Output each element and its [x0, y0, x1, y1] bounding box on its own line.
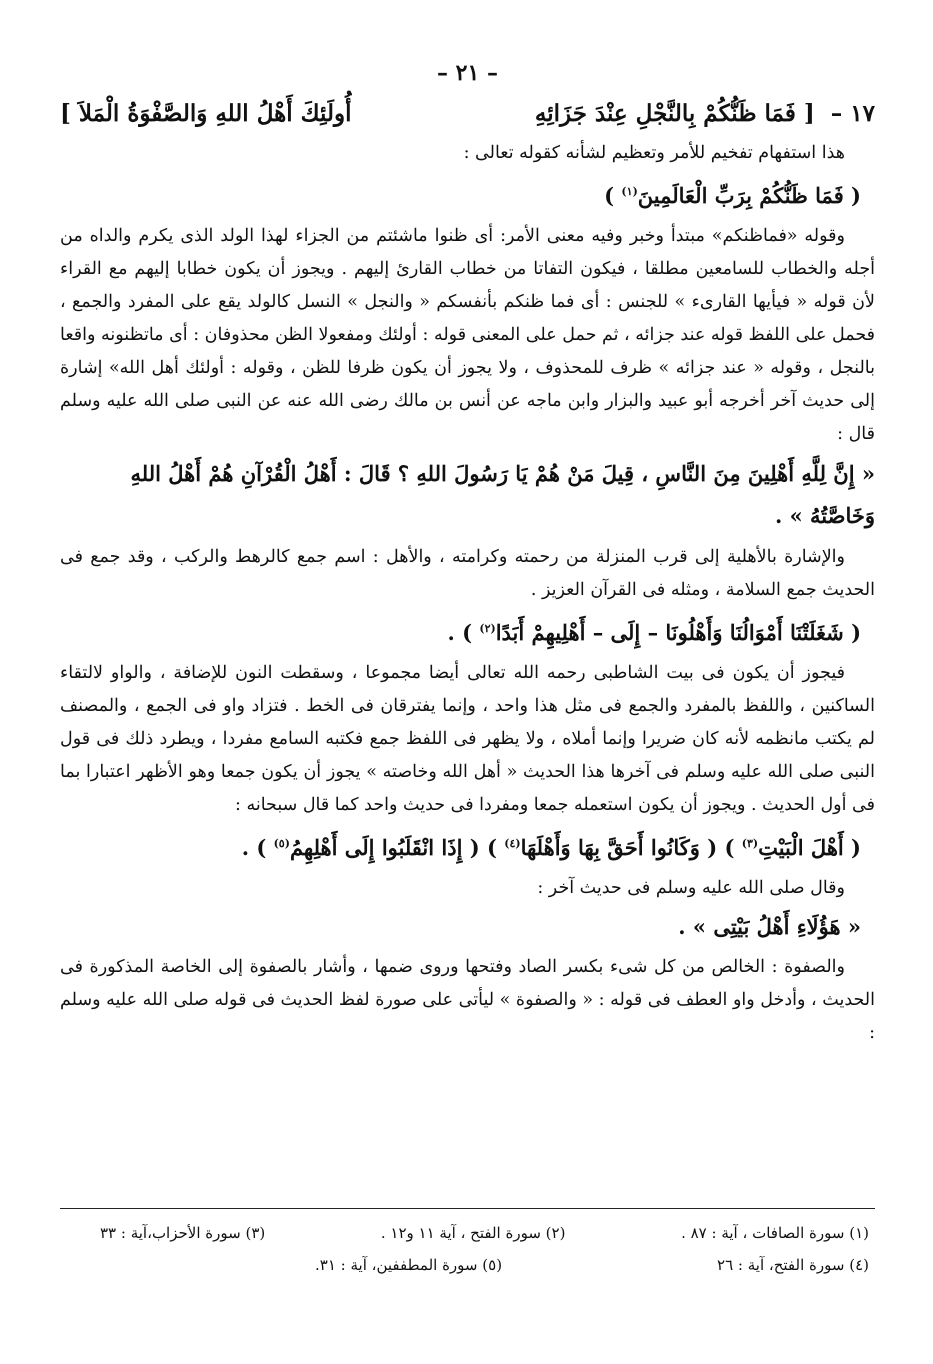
page-number: – ٢١ –: [437, 60, 498, 86]
hadith-quote-1: « إِنَّ لِلَّهِ أَهْلِينَ مِنَ النَّاسِ ، قِيلَ مَنْ هُمْ يَا رَسُولَ اللهِ ؟ قَالَ : أَهْلُ الْقُرْآنِ هُمْ أَهْلُ اللهِ وَخَاصَّتُهُ » .: [130, 461, 875, 528]
paragraph-2: والإشارة بالأهلية إلى قرب المنزلة من رحمته وكرامته ، والأهل : اسم جمع كالرهط والركب ، وقد جمع فى الحديث جمع السلامة ، ومثله فى القرآن العزيز .: [60, 547, 875, 600]
verse-part-1: [ فَمَا ظَنُّكُمْ بِالنَّجْلِ عِنْدَ جَزَائِهِ: [534, 100, 815, 127]
hadith-quote-2: « هَؤُلَاءِ أَهْلُ بَيْتِى » .: [678, 914, 861, 939]
quran-quote-2-text: ( شَغَلَتْنَا أَمْوَالُنَا وَأَهْلُونَا – إِلَى – أَهْلِيهِمْ أَبَدًا: [495, 620, 861, 645]
poem-verse-line: [60, 100, 875, 127]
footnote-5: (٥) سورة المطففين، آية : ٣١.: [314, 1256, 503, 1274]
footnote-ref-1: (١): [621, 185, 638, 198]
footnotes-row-1: [60, 1217, 875, 1249]
paragraph-1: وقوله «فماظنكم» مبتدأ وخبر وفيه معنى الأمر: أى ظنوا ماشئتم من الجزاء لهذا الولد الذى يكرم والداه من أجله والخطاب للسامعين مطلقا ، فيكون التفاتا من خطاب القارئ إليهم . ويجوز أن يكون خطابا إليهم مع القراء لأن قوله « فيأيها القارىء » للجنس : أى فما ظنكم بأنفسكم « والنجل » النسل كالولد يقع على المفرد والجمع ، فحمل على اللفظ قوله عند جزائه ، ثم حمل على المعنى قوله : أولئك ومفعولا الظن محذوفان : أى ماتظنونه واقعا بالنجل ، وقوله « عند جزائه » ظرف للمحذوف ، ولا يجوز أن يكون ظرفا للظن ، وقوله : أولئك أهل الله» إشارة إلى حديث آخر أخرجه أبو عبيد والبزار وابن ماجه عن أنس بن مالك رضى الله عنه عن النبى صلى الله عليه وسلم قال :: [60, 226, 875, 444]
intro-line-2: وقال صلى الله عليه وسلم فى حديث آخر :: [537, 878, 845, 898]
footnote-ref-3: (٣): [741, 837, 759, 850]
quran-quote-2-end: ) .: [447, 620, 480, 645]
quran-quote-3a: ( أَهْلَ الْبَيْتِ: [758, 835, 861, 860]
quran-quote-1: [60, 172, 875, 216]
quran-quote-2: [60, 609, 875, 653]
quran-quote-3d: ) .: [241, 835, 274, 860]
footnotes: [60, 1208, 875, 1281]
quran-quote-3b: ) ( وَكَانُوا أَحَقَّ بِهَا وَأَهْلَهَا: [520, 835, 742, 860]
footnotes-row-2: [60, 1249, 875, 1281]
verse-part-2: أُولَئِكَ أَهْلُ اللهِ وَالصَّفْوَةُ الْمَلاَ ]: [60, 100, 352, 127]
verse-first-hemistich: [535, 100, 875, 127]
verse-number: ١٧ –: [830, 100, 875, 127]
footnote-3: (٣) سورة الأحزاب،آية : ٣٣: [100, 1224, 266, 1242]
footnote-4: (٤) سورة الفتح، آية : ٢٦: [717, 1256, 869, 1274]
quran-quotes-group: [60, 824, 875, 868]
paragraph-4: والصفوة : الخالص من كل شىء بكسر الصاد وفتحها وروى ضمها ، وأشار بالصفوة إلى الخاصة المذكورة فى الحديث ، وأدخل واو العطف فى قوله : « والصفوة » ليأتى على صورة لفظ الحديث فى قوله صلى الله عليه وسلم :: [60, 957, 875, 1043]
quran-quote-3c: ) ( إِذَا انْقَلَبُوا إِلَى أَهْلِهِمُ: [289, 835, 505, 860]
footnote-ref-4: (٤): [504, 837, 521, 850]
quran-quote-1-end: ): [604, 183, 622, 208]
footnote-2: (٢) سورة الفتح ، آية ١١ و١٢ .: [380, 1224, 566, 1242]
paragraph-3: فيجوز أن يكون فى بيت الشاطبى رحمه الله تعالى أيضا مجموعا ، وسقطت النون للإضافة ، والواو لالتقاء الساكنين ، واللفظ بالمفرد والجمع فى مثل هذا واحد ، وإنما يفترقان فى الخط . فتزاد واو فى الجمع ، والمصنف لم يكتب مانظمه لأنه كان ضريرا وإنما أملاه ، ولا يظهر فى اللفظ جمع فكتبه السامع مفردا ، ويطرد ذلك فى قول النبى صلى الله عليه وسلم فى آخرها هذا الحديث « أهل الله وخاصته » يجوز أن يكون جمعا وهو الأظهر اعتبارا بما فى أول الحديث . ويجوز أن يكون استعمله جمعا ومفردا فى حديث واحد كما قال سبحانه :: [60, 663, 875, 815]
footnote-ref-2: (٢): [479, 622, 496, 635]
quran-quote-1-text: ( فَمَا ظَنُّكُمْ بِرَبِّ الْعَالَمِينَ: [637, 183, 861, 208]
footnote-1: (١) سورة الصافات ، آية : ٨٧ .: [681, 1224, 869, 1242]
footnote-ref-5: (٥): [273, 837, 290, 850]
intro-line: هذا استفهام تفخيم للأمر وتعظيم لشأنه كقوله تعالى :: [463, 143, 845, 163]
